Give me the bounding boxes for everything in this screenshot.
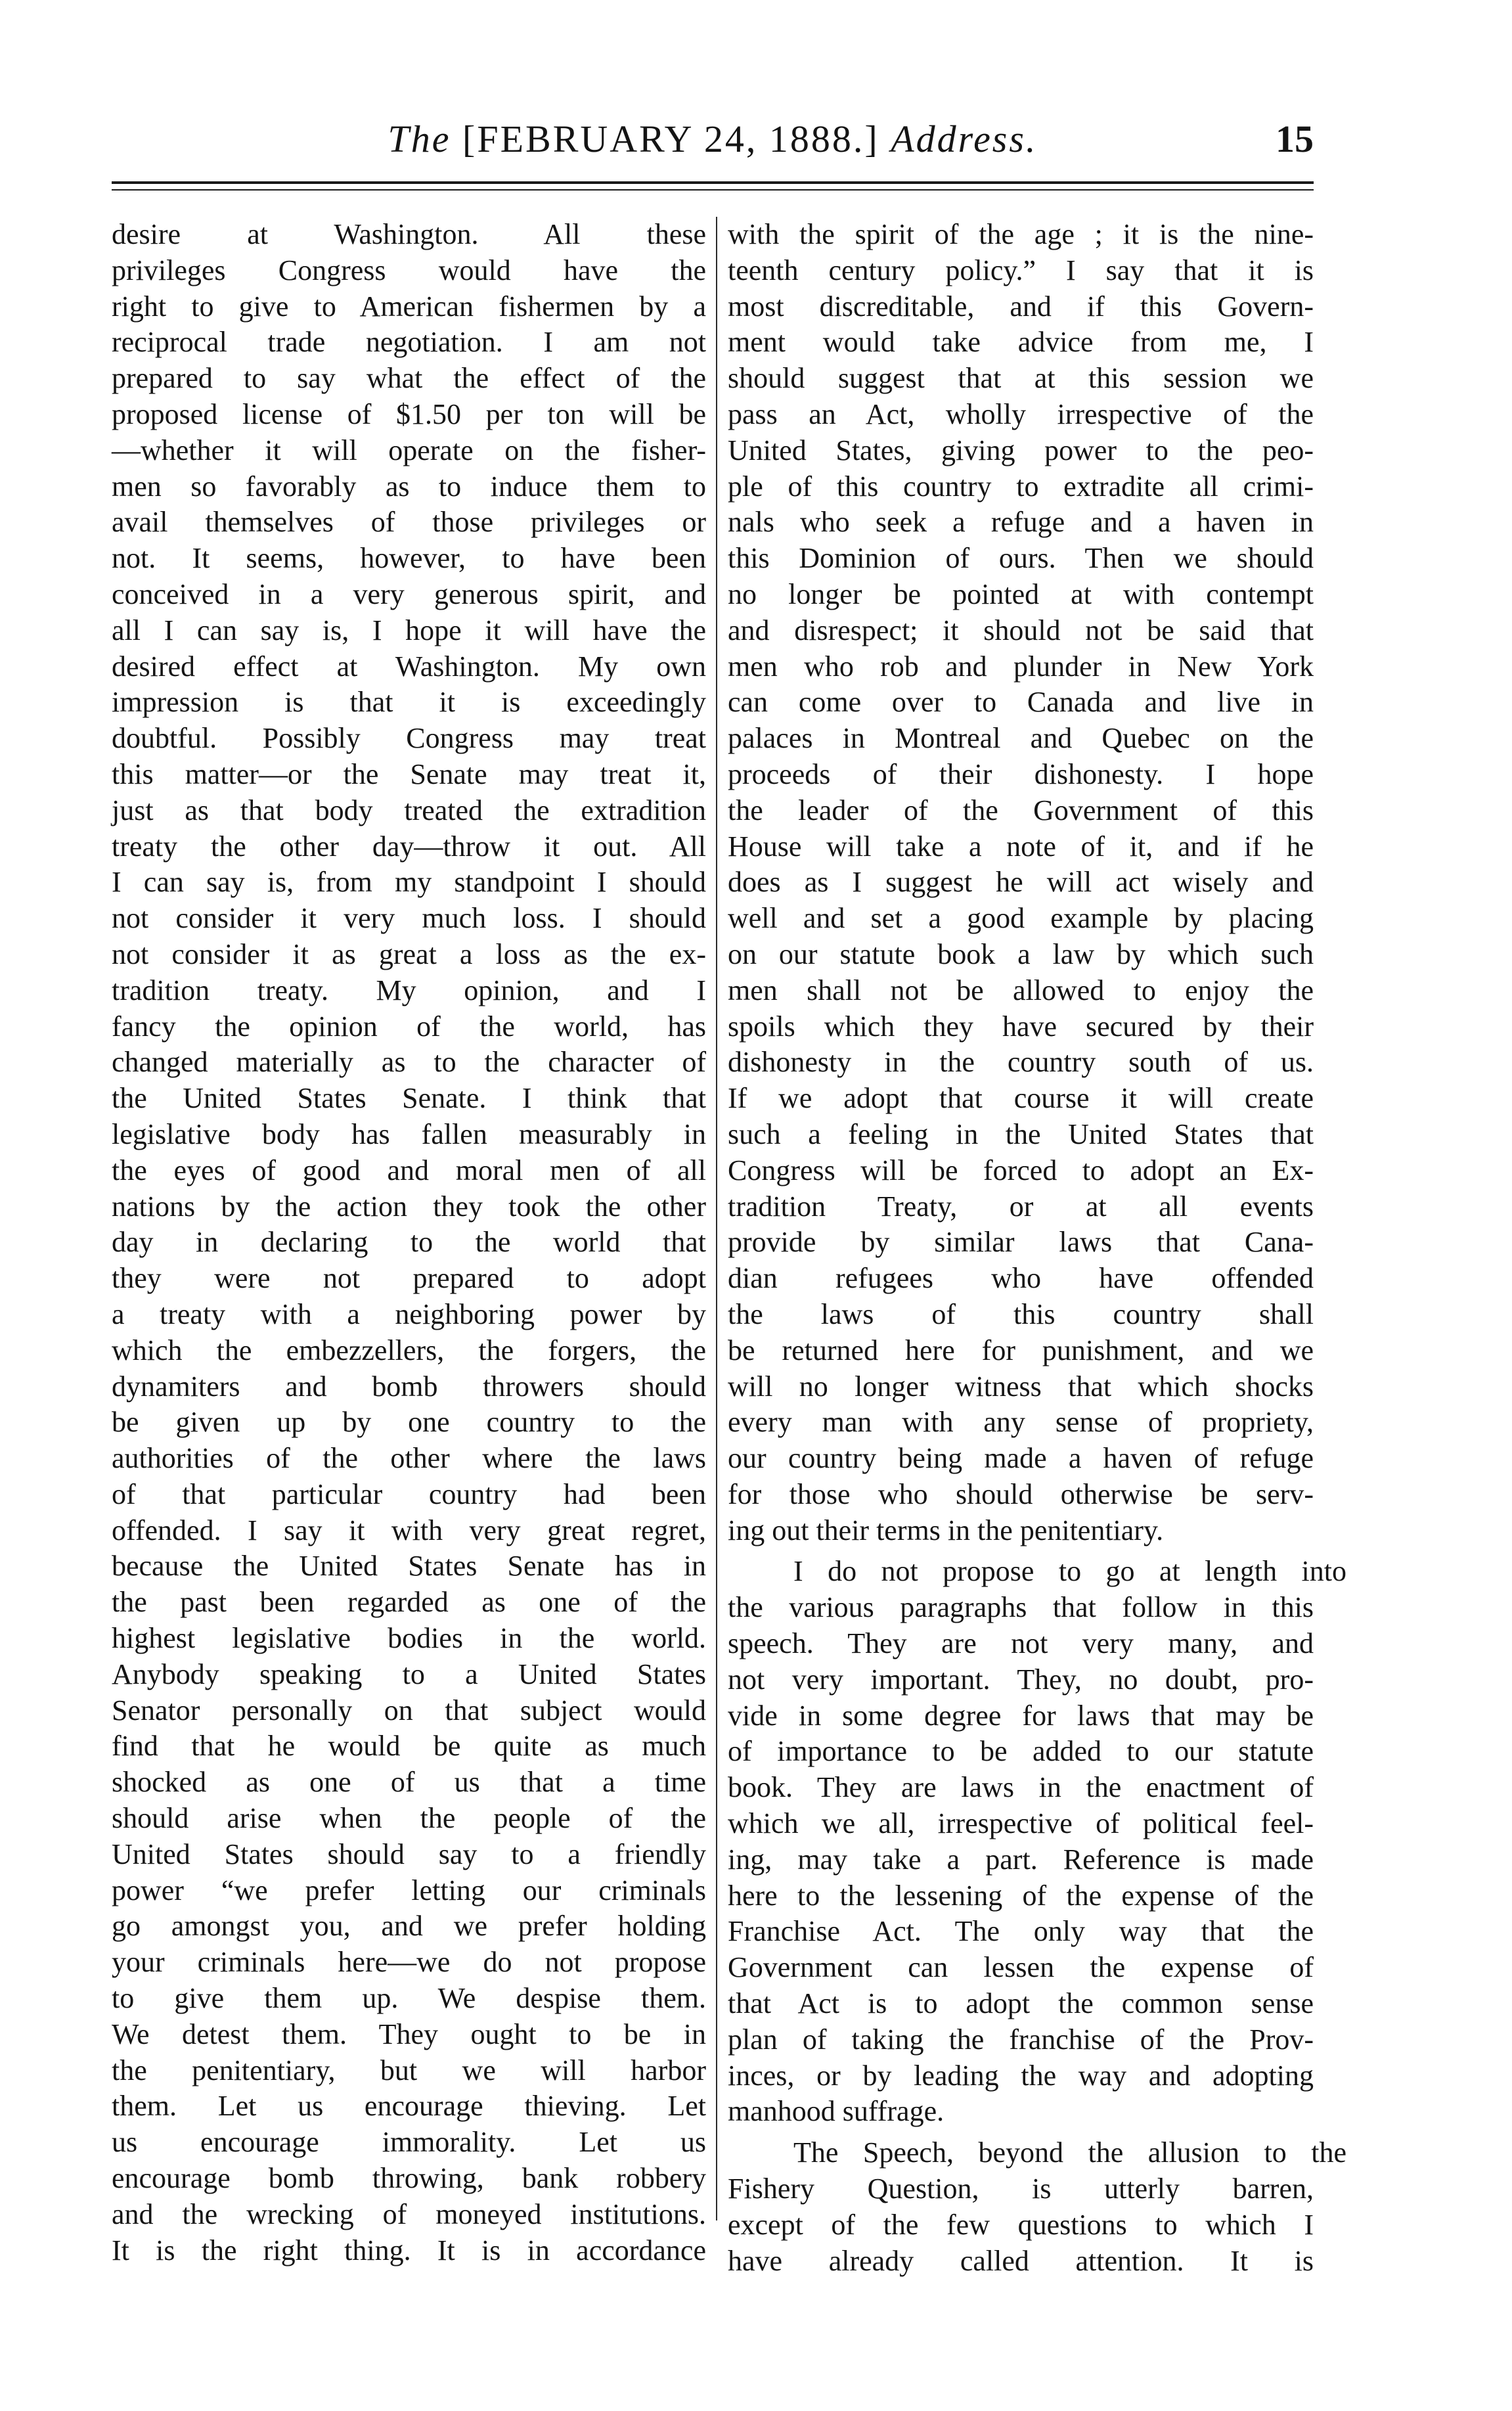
text-line-content: manhood suffrage. (728, 2095, 945, 2128)
right-column (728, 217, 1346, 2277)
text-line-content: here to the lessening of the expense of the (728, 1879, 1314, 1912)
text-line-content: tradition treaty. My opinion, and I (112, 974, 706, 1006)
text-line (728, 2058, 1314, 2094)
text-line (112, 1009, 706, 1045)
text-line-content: treaty the other day—throw it out. All (112, 830, 706, 863)
text-line (112, 1513, 706, 1549)
text-line (112, 1765, 706, 1801)
text-line-content: Senator personally on that subject would (112, 1694, 706, 1726)
text-line-content: right to give to American fishermen by a (112, 290, 706, 323)
text-line (728, 1225, 1314, 1261)
text-line (112, 289, 706, 325)
text-line (112, 1837, 706, 1873)
running-title (112, 113, 1314, 166)
text-line-content: ing, may take a part. Reference is made (728, 1843, 1314, 1876)
text-line-content: —whether it will operate on the fisher- (112, 434, 706, 466)
text-line-content: be given up by one country to the (112, 1406, 706, 1439)
text-line (728, 217, 1314, 253)
text-line-content: desired effect at Washington. My own (112, 650, 706, 683)
text-line-content: United States, giving power to the peo- (728, 434, 1314, 466)
text-line (728, 577, 1314, 613)
text-line-content: changed materially as to the character of (112, 1046, 706, 1079)
text-line-content: desire at Washington. All these (112, 218, 706, 250)
text-line (112, 2053, 706, 2089)
text-line (112, 1405, 706, 1441)
text-line (728, 253, 1314, 289)
text-line-content: have already called attention. It is (728, 2244, 1314, 2277)
text-line (112, 2233, 706, 2269)
text-line (728, 1878, 1314, 1914)
text-line-content: privileges Congress would have the (112, 254, 706, 286)
text-line-content: a treaty with a neighboring power by (112, 1297, 706, 1330)
text-line-content: nals who seek a refuge and a haven in (728, 506, 1314, 539)
text-line (728, 2094, 1314, 2130)
text-line (112, 1333, 706, 1369)
text-line (112, 1477, 706, 1513)
text-line-content: offended. I say it with very great regret, (112, 1514, 706, 1546)
text-line (728, 1806, 1314, 1842)
text-line (728, 829, 1314, 865)
text-line-content: can come over to Canada and live in (728, 686, 1314, 719)
text-line (728, 1554, 1346, 1590)
text-line (728, 1986, 1314, 2022)
text-line-content: which we all, irrespective of political feel- (728, 1807, 1314, 1840)
text-line (112, 541, 706, 577)
text-line (112, 1045, 706, 1081)
text-line-content: the leader of the Government of this (728, 794, 1314, 826)
text-line (728, 1914, 1314, 1950)
text-line (728, 541, 1314, 577)
text-line (728, 1369, 1314, 1405)
text-line-content: authorities of the other where the laws (112, 1442, 706, 1475)
text-line (112, 1548, 706, 1585)
text-line-content: spoils which they have secured by their (728, 1010, 1314, 1043)
text-line (728, 1842, 1314, 1878)
text-line (112, 1801, 706, 1837)
text-line-content: well and set a good example by placing (728, 902, 1314, 935)
text-line (728, 1333, 1314, 1369)
text-line-content: on our statute book a law by which such (728, 937, 1314, 970)
text-line-content: of importance to be added to our statute (728, 1735, 1314, 1768)
text-line-content: with the spirit of the age ; it is the nine- (728, 218, 1314, 250)
text-line (112, 217, 706, 253)
text-line (728, 649, 1314, 685)
text-line (728, 1590, 1314, 1626)
text-line (112, 1261, 706, 1297)
text-line (728, 865, 1314, 901)
header-rule (112, 181, 1314, 184)
text-line (728, 1513, 1314, 1549)
text-line-content: I can say is, from my standpoint I should (112, 866, 706, 899)
text-line (112, 1585, 706, 1621)
text-line (112, 1945, 706, 1981)
text-line (728, 2207, 1314, 2243)
text-line-content: the penitentiary, but we will harbor (112, 2054, 706, 2086)
text-line (728, 325, 1314, 361)
text-line-content: find that he would be quite as much (112, 1730, 706, 1763)
text-line (112, 397, 706, 433)
text-line (728, 757, 1314, 793)
text-line (728, 397, 1314, 433)
text-line-content: day in declaring to the world that (112, 1226, 706, 1259)
text-line-content: speech. They are not very many, and (728, 1627, 1314, 1660)
text-line-content: reciprocal trade negotiation. I am not (112, 326, 706, 359)
text-line (728, 1081, 1314, 1117)
text-line-content: nations by the action they took the other (112, 1190, 706, 1223)
title-suffix: Address. (891, 118, 1038, 160)
text-line (728, 2243, 1314, 2280)
text-line (112, 2088, 706, 2125)
text-line-content: vide in some degree for laws that may be (728, 1699, 1314, 1732)
text-line-content: dynamiters and bomb throwers should (112, 1370, 706, 1403)
title-date: [FEBRUARY 24, 1888.] (451, 118, 891, 160)
text-line-content: proceeds of their dishonesty. I hope (728, 757, 1314, 790)
text-line-content: they were not prepared to adopt (112, 1262, 706, 1295)
text-line-content: We detest them. They ought to be in (112, 2017, 706, 2050)
text-line-content: us encourage immorality. Let us (112, 2126, 706, 2159)
text-line (112, 1081, 706, 1117)
text-line-content: should suggest that at this session we (728, 362, 1314, 395)
text-line-content: to give them up. We despise them. (112, 1982, 706, 2015)
text-line-content: not. It seems, however, to have been (112, 542, 706, 575)
text-line (112, 253, 706, 289)
text-line (112, 721, 706, 757)
text-line (112, 1189, 706, 1225)
text-line (728, 1261, 1314, 1297)
text-line-content: the laws of this country shall (728, 1297, 1314, 1330)
text-line (728, 793, 1314, 829)
text-line (728, 1770, 1314, 1806)
text-line-content: be returned here for punishment, and we (728, 1334, 1314, 1366)
text-line-content: ing out their terms in the penitentiary. (728, 1514, 1164, 1546)
text-line (728, 433, 1314, 469)
text-line-content: all I can say is, I hope it will have the (112, 614, 706, 646)
text-line-content: the various paragraphs that follow in this (728, 1591, 1314, 1624)
text-line-content: men who rob and plunder in New York (728, 650, 1314, 683)
text-line-content: Congress will be forced to adopt an Ex- (728, 1154, 1314, 1186)
text-line (112, 1297, 706, 1333)
page-number: 15 (1276, 118, 1314, 160)
text-line (112, 901, 706, 937)
text-line (728, 1477, 1314, 1513)
text-line-content: power “we prefer letting our criminals (112, 1874, 706, 1906)
running-head (112, 113, 1314, 166)
column-divider (716, 217, 717, 2220)
text-line-content: conceived in a very generous spirit, and (112, 577, 706, 610)
text-line (728, 289, 1314, 325)
text-line-content: I do not propose to go at length into (793, 1555, 1346, 1588)
text-line (112, 505, 706, 541)
text-line (112, 793, 706, 829)
text-line-content: no longer be pointed at with contempt (728, 577, 1314, 610)
text-line-content: book. They are laws in the enactment of (728, 1771, 1314, 1804)
text-line-content: tradition Treaty, or at all events (728, 1190, 1314, 1223)
text-line (112, 937, 706, 973)
text-line-content: inces, or by leading the way and adopting (728, 2059, 1314, 2092)
text-line-content: men shall not be allowed to enjoy the (728, 974, 1314, 1006)
text-line (728, 1950, 1314, 1986)
text-line-content: dishonesty in the country south of us. (728, 1046, 1314, 1079)
text-line-content: and the wrecking of moneyed institutions. (112, 2197, 706, 2230)
text-line-content: It is the right thing. It is in accordance (112, 2234, 706, 2266)
text-line (112, 1908, 706, 1945)
text-line (112, 829, 706, 865)
text-line (112, 1369, 706, 1405)
text-line (112, 865, 706, 901)
text-line (112, 973, 706, 1009)
text-line-content: the United States Senate. I think that (112, 1082, 706, 1115)
text-line-content: legislative body has fallen measurably in (112, 1117, 706, 1150)
text-line-content: except of the few questions to which I (728, 2208, 1314, 2241)
text-line (112, 685, 706, 721)
text-line-content: highest legislative bodies in the world. (112, 1622, 706, 1655)
text-line (112, 577, 706, 613)
text-line (728, 2135, 1346, 2171)
text-line-content: plan of taking the franchise of the Prov- (728, 2023, 1314, 2056)
text-line (112, 1873, 706, 1909)
text-line-content: ment would take advice from me, I (728, 326, 1314, 359)
text-line (728, 1009, 1314, 1045)
text-line-content: doubtful. Possibly Congress may treat (112, 722, 706, 755)
text-line-content: not consider it very much loss. I should (112, 902, 706, 935)
text-line-content: not very important. They, no doubt, pro- (728, 1663, 1314, 1696)
text-line (728, 505, 1314, 541)
text-line-content: does as I suggest he will act wisely and (728, 866, 1314, 899)
text-line-content: teenth century policy.” I say that it is (728, 254, 1314, 286)
text-line (112, 649, 706, 685)
header-rule-thin (112, 189, 1314, 191)
text-line-content: palaces in Montreal and Quebec on the (728, 722, 1314, 755)
text-line (112, 1657, 706, 1693)
text-line (112, 1981, 706, 2017)
text-line-content: the eyes of good and moral men of all (112, 1154, 706, 1186)
text-line (728, 1189, 1314, 1225)
text-line-content: and disrespect; it should not be said that (728, 614, 1314, 646)
text-line (728, 937, 1314, 973)
text-line (728, 1626, 1314, 1662)
text-line (112, 2017, 706, 2053)
text-line-content: your criminals here—we do not propose (112, 1946, 706, 1979)
text-line-content: avail themselves of those privileges or (112, 506, 706, 539)
text-line-content: The Speech, beyond the allusion to the (793, 2136, 1346, 2169)
text-line-content: prepared to say what the effect of the (112, 362, 706, 395)
text-line (112, 433, 706, 469)
text-line (112, 1117, 706, 1153)
text-line-content: this matter—or the Senate may treat it, (112, 757, 706, 790)
text-line (112, 1441, 706, 1477)
text-line-content: because the United States Senate has in (112, 1550, 706, 1583)
text-line-content: of that particular country had been (112, 1477, 706, 1510)
text-line-content: men so favorably as to induce them to (112, 470, 706, 503)
text-line (112, 757, 706, 793)
text-line-content: not consider it as great a loss as the ex- (112, 937, 706, 970)
text-line-content: Franchise Act. The only way that the (728, 1915, 1314, 1948)
text-line-content: most discreditable, and if this Govern- (728, 290, 1314, 323)
text-line (728, 613, 1314, 649)
text-line-content: for those who should otherwise be serv- (728, 1477, 1314, 1510)
text-line-content: provide by similar laws that Cana- (728, 1226, 1314, 1259)
text-line (112, 325, 706, 361)
text-line-content: which the embezzellers, the forgers, the (112, 1334, 706, 1366)
text-line-content: them. Let us encourage thieving. Let (112, 2090, 706, 2123)
text-line (728, 1153, 1314, 1189)
text-line (728, 1441, 1314, 1477)
text-line-content: Anybody speaking to a United States (112, 1657, 706, 1690)
text-line-content: such a feeling in the United States that (728, 1117, 1314, 1150)
text-line-content: the past been regarded as one of the (112, 1586, 706, 1619)
text-line (728, 361, 1314, 397)
text-line-content: Fishery Question, is utterly barren, (728, 2173, 1314, 2205)
text-line (112, 361, 706, 397)
text-line (112, 2197, 706, 2233)
text-line (112, 1621, 706, 1657)
text-line (728, 1117, 1314, 1153)
text-line-content: go amongst you, and we prefer holding (112, 1910, 706, 1943)
text-line-content: Government can lessen the expense of (728, 1951, 1314, 1984)
text-line-content: should arise when the people of the (112, 1802, 706, 1835)
text-line (728, 1734, 1314, 1770)
text-line (728, 685, 1314, 721)
text-line (112, 1153, 706, 1189)
text-line (112, 1225, 706, 1261)
text-line-content: this Dominion of ours. Then we should (728, 542, 1314, 575)
text-line (728, 1297, 1314, 1333)
text-line (728, 1698, 1314, 1734)
text-line (728, 2171, 1314, 2207)
text-line (728, 901, 1314, 937)
text-line (112, 1693, 706, 1729)
text-line-content: that Act is to adopt the common sense (728, 1987, 1314, 2020)
text-line-content: pass an Act, wholly irrespective of the (728, 397, 1314, 430)
text-line-content: shocked as one of us that a time (112, 1766, 706, 1799)
text-line (112, 2161, 706, 2197)
text-line (728, 973, 1314, 1009)
text-line-content: fancy the opinion of the world, has (112, 1010, 706, 1043)
text-line-content: impression is that it is exceedingly (112, 686, 706, 719)
title-prefix: The (388, 118, 451, 160)
text-line-content: If we adopt that course it will create (728, 1082, 1314, 1115)
text-line-content: encourage bomb throwing, bank robbery (112, 2162, 706, 2195)
text-line-content: will no longer witness that which shocks (728, 1370, 1314, 1403)
text-line (728, 469, 1314, 505)
text-line (728, 1045, 1314, 1081)
text-line (112, 613, 706, 649)
text-line (112, 469, 706, 505)
text-line (112, 2125, 706, 2161)
text-line (728, 721, 1314, 757)
text-line-content: every man with any sense of propriety, (728, 1406, 1314, 1439)
text-line (728, 1662, 1314, 1698)
text-line-content: House will take a note of it, and if he (728, 830, 1314, 863)
text-line (112, 1728, 706, 1765)
text-line-content: United States should say to a friendly (112, 1837, 706, 1870)
text-line-content: proposed license of $1.50 per ton will be (112, 397, 706, 430)
text-line-content: just as that body treated the extradition (112, 794, 706, 826)
left-column (112, 217, 706, 2266)
text-line-content: our country being made a haven of refuge (728, 1442, 1314, 1475)
text-line-content: dian refugees who have offended (728, 1262, 1314, 1295)
text-line (728, 1405, 1314, 1441)
text-line (728, 2022, 1314, 2058)
text-line-content: ple of this country to extradite all crimi- (728, 470, 1314, 503)
